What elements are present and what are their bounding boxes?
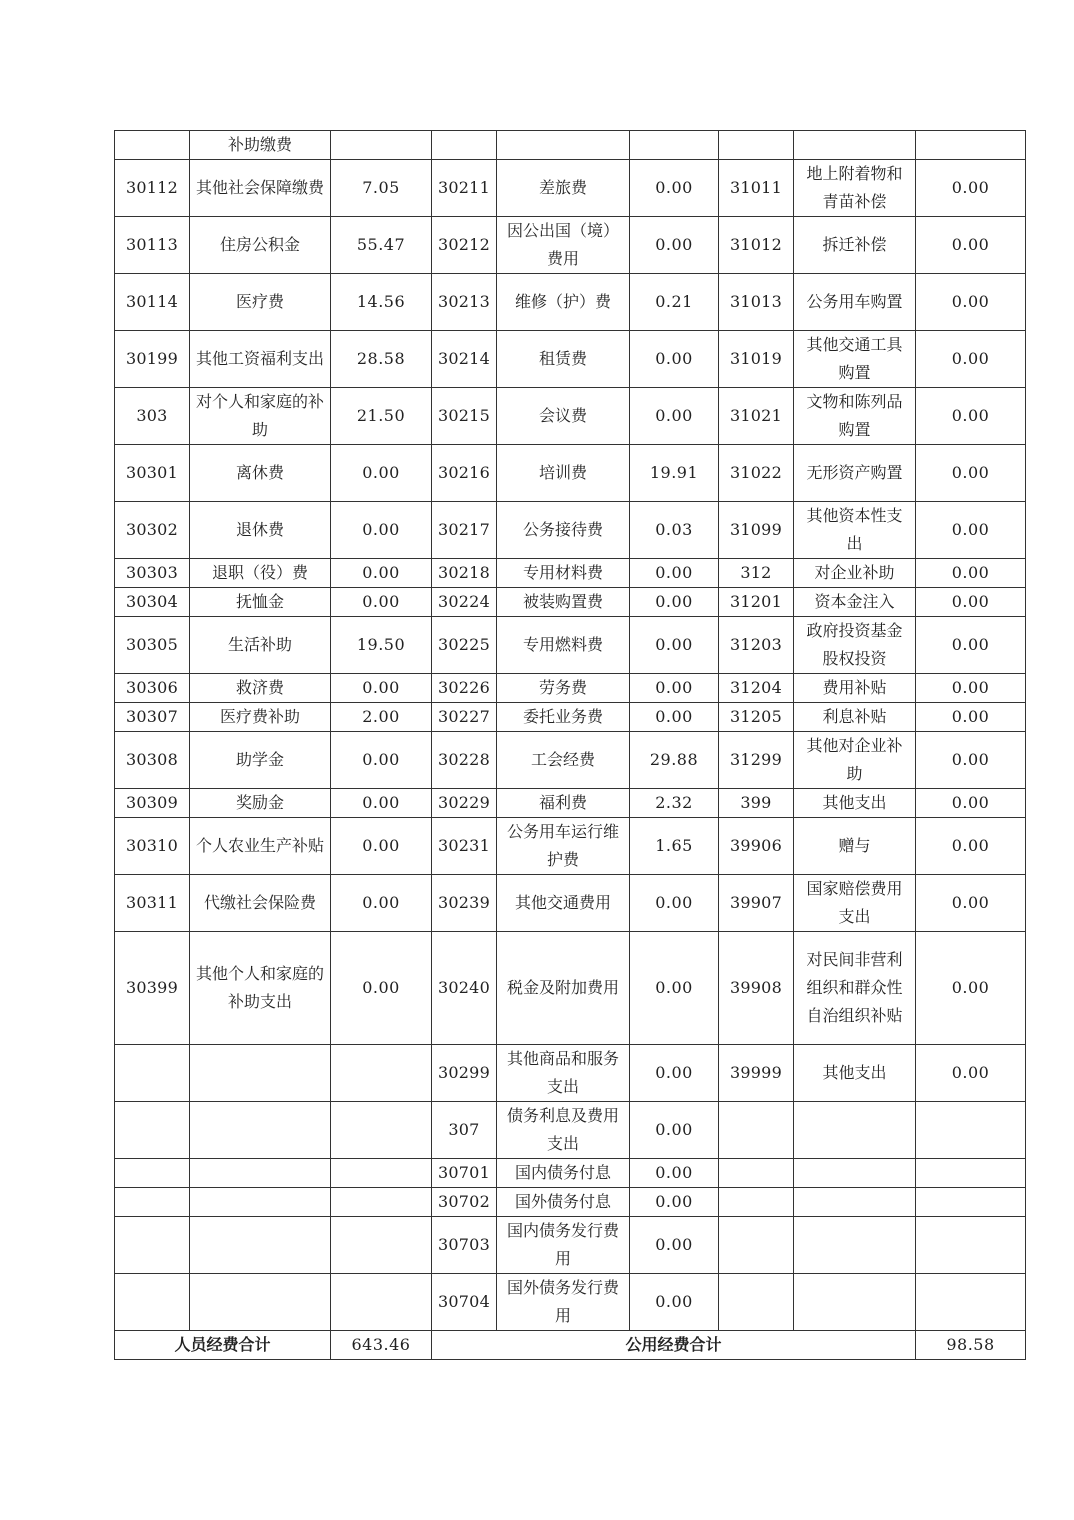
personnel-code-cell xyxy=(115,1188,190,1217)
public-item-cell: 债务利息及费用支出 xyxy=(497,1102,630,1159)
capital-code-cell: 31099 xyxy=(719,502,794,559)
table-row xyxy=(115,1045,1026,1102)
personnel-total-value: 643.46 xyxy=(331,1331,432,1360)
public-item-cell: 专用燃料费 xyxy=(497,617,630,674)
public-amount-cell: 0.00 xyxy=(630,217,719,274)
personnel-amount-cell: 0.00 xyxy=(331,818,432,875)
public-amount-cell: 0.00 xyxy=(630,1217,719,1274)
public-amount-cell: 0.03 xyxy=(630,502,719,559)
personnel-item-cell xyxy=(190,1188,331,1217)
personnel-code-cell xyxy=(115,1045,190,1102)
public-code-cell: 30704 xyxy=(432,1274,497,1331)
personnel-item-cell: 医疗费补助 xyxy=(190,703,331,732)
personnel-code-cell: 30303 xyxy=(115,559,190,588)
personnel-code-cell: 30305 xyxy=(115,617,190,674)
public-code-cell: 30701 xyxy=(432,1159,497,1188)
public-amount-cell: 0.00 xyxy=(630,1045,719,1102)
table-row xyxy=(115,1102,1026,1159)
personnel-item-cell: 其他社会保障缴费 xyxy=(190,160,331,217)
personnel-amount-cell: 2.00 xyxy=(331,703,432,732)
capital-amount-cell: 0.00 xyxy=(916,818,1026,875)
capital-item-cell xyxy=(794,131,916,160)
capital-amount-cell: 0.00 xyxy=(916,388,1026,445)
capital-item-cell xyxy=(794,1159,916,1188)
table-row xyxy=(115,1217,1026,1274)
personnel-code-cell: 30311 xyxy=(115,875,190,932)
capital-amount-cell: 0.00 xyxy=(916,445,1026,502)
capital-code-cell: 31201 xyxy=(719,588,794,617)
public-item-cell: 公务用车运行维护费 xyxy=(497,818,630,875)
public-item-cell: 专用材料费 xyxy=(497,559,630,588)
public-amount-cell xyxy=(630,131,719,160)
personnel-code-cell: 30199 xyxy=(115,331,190,388)
capital-code-cell: 312 xyxy=(719,559,794,588)
public-item-cell: 其他交通费用 xyxy=(497,875,630,932)
capital-item-cell: 对企业补助 xyxy=(794,559,916,588)
table-row xyxy=(115,160,1026,217)
public-code-cell: 30228 xyxy=(432,732,497,789)
public-code-cell: 30299 xyxy=(432,1045,497,1102)
public-code-cell: 30239 xyxy=(432,875,497,932)
personnel-item-cell: 医疗费 xyxy=(190,274,331,331)
capital-amount-cell: 0.00 xyxy=(916,932,1026,1045)
capital-code-cell: 31204 xyxy=(719,674,794,703)
public-code-cell: 30229 xyxy=(432,789,497,818)
capital-item-cell: 文物和陈列品购置 xyxy=(794,388,916,445)
table-row xyxy=(115,1159,1026,1188)
table-row xyxy=(115,1274,1026,1331)
expenditure-table xyxy=(114,130,1026,1360)
public-code-cell: 30702 xyxy=(432,1188,497,1217)
totals-row xyxy=(115,1331,1026,1360)
personnel-code-cell: 30304 xyxy=(115,588,190,617)
capital-code-cell: 31011 xyxy=(719,160,794,217)
capital-code-cell: 39907 xyxy=(719,875,794,932)
capital-item-cell: 地上附着物和青苗补偿 xyxy=(794,160,916,217)
capital-code-cell: 31013 xyxy=(719,274,794,331)
personnel-item-cell xyxy=(190,1159,331,1188)
public-code-cell: 30703 xyxy=(432,1217,497,1274)
personnel-code-cell xyxy=(115,1159,190,1188)
capital-code-cell: 39906 xyxy=(719,818,794,875)
public-item-cell: 其他商品和服务支出 xyxy=(497,1045,630,1102)
personnel-amount-cell: 21.50 xyxy=(331,388,432,445)
table-row xyxy=(115,674,1026,703)
capital-code-cell: 31299 xyxy=(719,732,794,789)
capital-item-cell: 其他交通工具购置 xyxy=(794,331,916,388)
personnel-code-cell: 303 xyxy=(115,388,190,445)
capital-item-cell xyxy=(794,1274,916,1331)
capital-item-cell xyxy=(794,1102,916,1159)
table-row xyxy=(115,1188,1026,1217)
personnel-item-cell: 退职（役）费 xyxy=(190,559,331,588)
public-code-cell: 307 xyxy=(432,1102,497,1159)
personnel-total-label: 人员经费合计 xyxy=(115,1331,331,1360)
personnel-code-cell: 30309 xyxy=(115,789,190,818)
public-item-cell: 国外债务付息 xyxy=(497,1188,630,1217)
public-total-label: 公用经费合计 xyxy=(432,1331,916,1360)
table-row xyxy=(115,217,1026,274)
personnel-amount-cell xyxy=(331,1274,432,1331)
public-item-cell: 差旅费 xyxy=(497,160,630,217)
capital-code-cell: 39908 xyxy=(719,932,794,1045)
public-code-cell: 30225 xyxy=(432,617,497,674)
table-row xyxy=(115,732,1026,789)
personnel-amount-cell: 0.00 xyxy=(331,932,432,1045)
public-item-cell: 会议费 xyxy=(497,388,630,445)
personnel-item-cell: 奖励金 xyxy=(190,789,331,818)
capital-amount-cell xyxy=(916,131,1026,160)
personnel-amount-cell: 14.56 xyxy=(331,274,432,331)
table-row xyxy=(115,588,1026,617)
public-item-cell: 因公出国（境）费用 xyxy=(497,217,630,274)
capital-item-cell: 其他支出 xyxy=(794,789,916,818)
personnel-code-cell xyxy=(115,1274,190,1331)
capital-amount-cell: 0.00 xyxy=(916,875,1026,932)
personnel-code-cell: 30301 xyxy=(115,445,190,502)
public-amount-cell: 0.00 xyxy=(630,331,719,388)
table-row xyxy=(115,617,1026,674)
public-amount-cell: 19.91 xyxy=(630,445,719,502)
public-code-cell: 30213 xyxy=(432,274,497,331)
personnel-amount-cell: 0.00 xyxy=(331,875,432,932)
personnel-amount-cell xyxy=(331,1159,432,1188)
public-item-cell: 国外债务发行费用 xyxy=(497,1274,630,1331)
capital-code-cell: 31012 xyxy=(719,217,794,274)
table-row xyxy=(115,274,1026,331)
personnel-code-cell xyxy=(115,131,190,160)
public-code-cell: 30215 xyxy=(432,388,497,445)
capital-code-cell xyxy=(719,1188,794,1217)
capital-item-cell xyxy=(794,1217,916,1274)
public-item-cell: 培训费 xyxy=(497,445,630,502)
personnel-code-cell: 30113 xyxy=(115,217,190,274)
personnel-code-cell: 30302 xyxy=(115,502,190,559)
personnel-item-cell xyxy=(190,1274,331,1331)
personnel-amount-cell: 0.00 xyxy=(331,674,432,703)
personnel-code-cell: 30399 xyxy=(115,932,190,1045)
capital-code-cell: 31203 xyxy=(719,617,794,674)
public-item-cell: 租赁费 xyxy=(497,331,630,388)
public-amount-cell: 0.00 xyxy=(630,160,719,217)
public-code-cell: 30214 xyxy=(432,331,497,388)
capital-code-cell: 31205 xyxy=(719,703,794,732)
public-item-cell: 维修（护）费 xyxy=(497,274,630,331)
public-amount-cell: 0.00 xyxy=(630,703,719,732)
personnel-amount-cell: 0.00 xyxy=(331,445,432,502)
capital-amount-cell: 0.00 xyxy=(916,559,1026,588)
table-row xyxy=(115,502,1026,559)
personnel-code-cell: 30306 xyxy=(115,674,190,703)
capital-code-cell: 31021 xyxy=(719,388,794,445)
table-row xyxy=(115,789,1026,818)
public-amount-cell: 0.00 xyxy=(630,674,719,703)
public-amount-cell: 0.00 xyxy=(630,559,719,588)
public-item-cell: 被装购置费 xyxy=(497,588,630,617)
public-amount-cell: 1.65 xyxy=(630,818,719,875)
capital-code-cell: 31022 xyxy=(719,445,794,502)
capital-amount-cell: 0.00 xyxy=(916,331,1026,388)
personnel-code-cell: 30307 xyxy=(115,703,190,732)
public-amount-cell: 0.21 xyxy=(630,274,719,331)
table-row xyxy=(115,932,1026,1045)
public-item-cell: 国内债务发行费用 xyxy=(497,1217,630,1274)
capital-item-cell: 赠与 xyxy=(794,818,916,875)
public-code-cell: 30224 xyxy=(432,588,497,617)
personnel-item-cell xyxy=(190,1045,331,1102)
capital-code-cell xyxy=(719,131,794,160)
public-total-value: 98.58 xyxy=(916,1331,1026,1360)
personnel-code-cell xyxy=(115,1217,190,1274)
capital-amount-cell: 0.00 xyxy=(916,617,1026,674)
public-amount-cell: 0.00 xyxy=(630,1102,719,1159)
personnel-item-cell: 对个人和家庭的补助 xyxy=(190,388,331,445)
capital-code-cell: 399 xyxy=(719,789,794,818)
public-code-cell xyxy=(432,131,497,160)
personnel-amount-cell: 0.00 xyxy=(331,789,432,818)
personnel-amount-cell xyxy=(331,1045,432,1102)
personnel-item-cell: 助学金 xyxy=(190,732,331,789)
personnel-item-cell: 其他个人和家庭的补助支出 xyxy=(190,932,331,1045)
capital-item-cell: 其他资本性支出 xyxy=(794,502,916,559)
capital-item-cell: 无形资产购置 xyxy=(794,445,916,502)
capital-code-cell xyxy=(719,1159,794,1188)
public-item-cell: 福利费 xyxy=(497,789,630,818)
table-body xyxy=(115,131,1026,1331)
capital-item-cell: 利息补贴 xyxy=(794,703,916,732)
personnel-item-cell: 住房公积金 xyxy=(190,217,331,274)
capital-item-cell: 对民间非营利组织和群众性自治组织补贴 xyxy=(794,932,916,1045)
personnel-amount-cell: 28.58 xyxy=(331,331,432,388)
personnel-code-cell xyxy=(115,1102,190,1159)
capital-code-cell xyxy=(719,1102,794,1159)
capital-amount-cell: 0.00 xyxy=(916,703,1026,732)
capital-amount-cell: 0.00 xyxy=(916,732,1026,789)
public-amount-cell: 0.00 xyxy=(630,617,719,674)
public-amount-cell: 0.00 xyxy=(630,588,719,617)
table-row xyxy=(115,875,1026,932)
personnel-item-cell: 抚恤金 xyxy=(190,588,331,617)
public-amount-cell: 29.88 xyxy=(630,732,719,789)
capital-item-cell: 其他支出 xyxy=(794,1045,916,1102)
capital-item-cell: 政府投资基金股权投资 xyxy=(794,617,916,674)
table-row xyxy=(115,331,1026,388)
public-amount-cell: 0.00 xyxy=(630,1159,719,1188)
public-amount-cell: 0.00 xyxy=(630,875,719,932)
capital-item-cell: 公务用车购置 xyxy=(794,274,916,331)
personnel-code-cell: 30112 xyxy=(115,160,190,217)
table-row xyxy=(115,818,1026,875)
personnel-item-cell xyxy=(190,1102,331,1159)
capital-amount-cell xyxy=(916,1274,1026,1331)
public-code-cell: 30231 xyxy=(432,818,497,875)
personnel-amount-cell: 0.00 xyxy=(331,502,432,559)
table-row xyxy=(115,445,1026,502)
personnel-item-cell: 代缴社会保险费 xyxy=(190,875,331,932)
personnel-amount-cell: 55.47 xyxy=(331,217,432,274)
personnel-code-cell: 30114 xyxy=(115,274,190,331)
capital-amount-cell: 0.00 xyxy=(916,588,1026,617)
public-code-cell: 30240 xyxy=(432,932,497,1045)
public-amount-cell: 0.00 xyxy=(630,1274,719,1331)
capital-amount-cell: 0.00 xyxy=(916,502,1026,559)
capital-code-cell xyxy=(719,1217,794,1274)
personnel-amount-cell: 0.00 xyxy=(331,588,432,617)
capital-code-cell xyxy=(719,1274,794,1331)
capital-item-cell: 国家赔偿费用支出 xyxy=(794,875,916,932)
capital-code-cell: 39999 xyxy=(719,1045,794,1102)
capital-amount-cell xyxy=(916,1188,1026,1217)
personnel-item-cell: 补助缴费 xyxy=(190,131,331,160)
public-item-cell xyxy=(497,131,630,160)
capital-item-cell: 资本金注入 xyxy=(794,588,916,617)
personnel-amount-cell xyxy=(331,1102,432,1159)
personnel-amount-cell xyxy=(331,131,432,160)
capital-amount-cell: 0.00 xyxy=(916,274,1026,331)
capital-amount-cell: 0.00 xyxy=(916,1045,1026,1102)
public-item-cell: 委托业务费 xyxy=(497,703,630,732)
personnel-amount-cell: 0.00 xyxy=(331,732,432,789)
personnel-item-cell: 生活补助 xyxy=(190,617,331,674)
personnel-amount-cell xyxy=(331,1217,432,1274)
table-row xyxy=(115,131,1026,160)
public-code-cell: 30216 xyxy=(432,445,497,502)
public-amount-cell: 0.00 xyxy=(630,388,719,445)
personnel-item-cell: 个人农业生产补贴 xyxy=(190,818,331,875)
personnel-item-cell: 离休费 xyxy=(190,445,331,502)
capital-item-cell: 拆迁补偿 xyxy=(794,217,916,274)
personnel-amount-cell: 19.50 xyxy=(331,617,432,674)
capital-amount-cell: 0.00 xyxy=(916,674,1026,703)
public-amount-cell: 0.00 xyxy=(630,932,719,1045)
capital-amount-cell: 0.00 xyxy=(916,789,1026,818)
personnel-item-cell: 救济费 xyxy=(190,674,331,703)
public-code-cell: 30212 xyxy=(432,217,497,274)
public-amount-cell: 0.00 xyxy=(630,1188,719,1217)
table-row xyxy=(115,388,1026,445)
capital-item-cell xyxy=(794,1188,916,1217)
public-item-cell: 工会经费 xyxy=(497,732,630,789)
personnel-code-cell: 30308 xyxy=(115,732,190,789)
public-code-cell: 30226 xyxy=(432,674,497,703)
public-code-cell: 30218 xyxy=(432,559,497,588)
public-item-cell: 国内债务付息 xyxy=(497,1159,630,1188)
capital-amount-cell: 0.00 xyxy=(916,160,1026,217)
public-code-cell: 30227 xyxy=(432,703,497,732)
personnel-amount-cell: 0.00 xyxy=(331,559,432,588)
capital-item-cell: 费用补贴 xyxy=(794,674,916,703)
public-amount-cell: 2.32 xyxy=(630,789,719,818)
public-item-cell: 劳务费 xyxy=(497,674,630,703)
public-code-cell: 30217 xyxy=(432,502,497,559)
personnel-item-cell: 其他工资福利支出 xyxy=(190,331,331,388)
personnel-amount-cell: 7.05 xyxy=(331,160,432,217)
personnel-item-cell: 退休费 xyxy=(190,502,331,559)
public-item-cell: 公务接待费 xyxy=(497,502,630,559)
public-item-cell: 税金及附加费用 xyxy=(497,932,630,1045)
table-row xyxy=(115,559,1026,588)
personnel-amount-cell xyxy=(331,1188,432,1217)
capital-amount-cell: 0.00 xyxy=(916,217,1026,274)
capital-item-cell: 其他对企业补助 xyxy=(794,732,916,789)
capital-amount-cell xyxy=(916,1102,1026,1159)
capital-amount-cell xyxy=(916,1159,1026,1188)
capital-code-cell: 31019 xyxy=(719,331,794,388)
personnel-code-cell: 30310 xyxy=(115,818,190,875)
public-code-cell: 30211 xyxy=(432,160,497,217)
personnel-item-cell xyxy=(190,1217,331,1274)
table-row xyxy=(115,703,1026,732)
capital-amount-cell xyxy=(916,1217,1026,1274)
